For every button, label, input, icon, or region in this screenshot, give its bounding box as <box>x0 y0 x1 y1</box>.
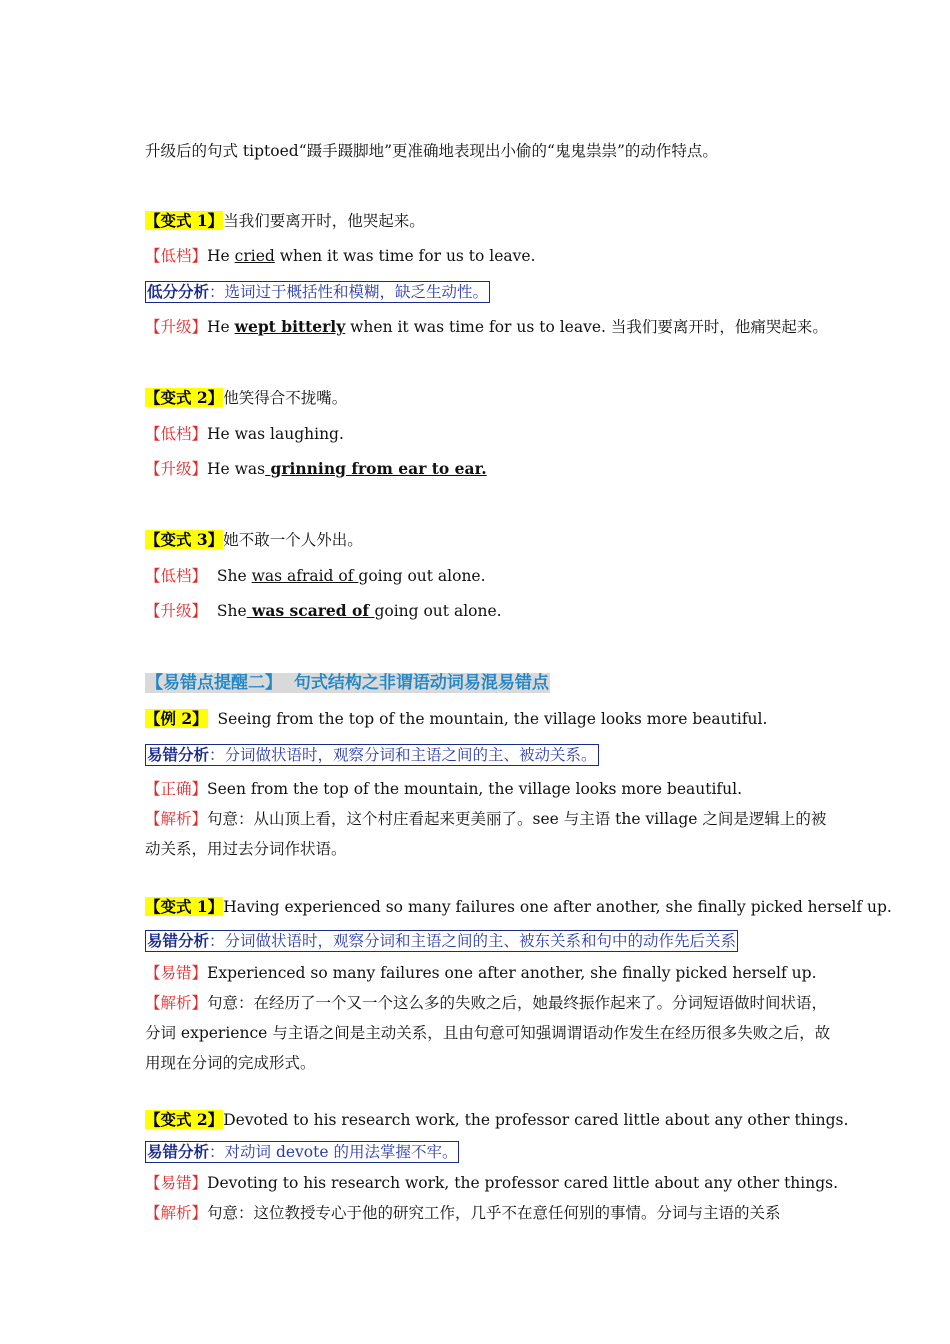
variant1-heading <box>145 210 425 232</box>
variant2-chinese: 他笑得合不拢嘴。 <box>223 389 348 407</box>
up-text: She <box>207 602 247 620</box>
error-variant1-analysis <box>145 930 738 952</box>
explanation-text: 句意：在经历了一个又一个这么多的失败之后，她最终振作起来了。分词短语做时间状语，分词 experience 与主语之间是主动关系，且由句意可知强调谓语动作发生在经历很多失败之后，故用现在分词的完成形式。 <box>145 994 831 1072</box>
error-variant2-wrong <box>145 1172 838 1194</box>
low-underlined: was afraid of <box>251 567 359 585</box>
analysis-label: 【解析】 <box>145 1204 208 1222</box>
error-variant2-explanation <box>145 1202 781 1224</box>
intro-text: 升级后的句式 tiptoed“蹑手蹑脚地”更准确地表现出小偷的“鬼鬼祟祟”的动作特点。 <box>145 142 718 160</box>
analysis-key: 易错分析 <box>147 931 210 950</box>
analysis-text: ：选词过于概括性和模糊，缺乏生动性。 <box>209 283 489 301</box>
example2-heading <box>145 708 767 730</box>
analysis-text: ：对动词 devote 的用法掌握不牢。 <box>209 1143 458 1161</box>
explanation-text: 句意：从山顶上看，这个村庄看起来更美丽了。see 与主语 the village 之间是逻辑上的被动关系，用过去分词作状语。 <box>145 810 827 858</box>
wrong-label: 【易错】 <box>145 1174 208 1192</box>
up-label: 【升级】 <box>145 602 208 620</box>
example2-explanation <box>145 804 840 864</box>
wrong-text: Experienced so many failures one after another, she finally picked herself up. <box>207 964 817 982</box>
variant2-heading <box>145 387 347 409</box>
analysis-box <box>145 930 738 952</box>
low-text-rest: going out alone. <box>358 567 486 585</box>
up-label: 【升级】 <box>145 460 208 478</box>
up-text: He <box>207 318 235 336</box>
section2-heading <box>145 672 550 694</box>
error-variant2-analysis <box>145 1141 459 1163</box>
error-variant1-wrong <box>145 962 817 984</box>
error-variant1-tag: 【变式 1】 <box>145 897 224 916</box>
error-variant1-heading <box>145 896 892 918</box>
up-underlined: was scared of <box>246 601 375 620</box>
analysis-text: ：分词做状语时，观察分词和主语之间的主、被东关系和句中的动作先后关系 <box>209 932 737 950</box>
variant3-heading <box>145 529 363 551</box>
up-text-rest: when it was time for us to leave. 当我们要离开时，他痛哭起来。 <box>345 318 828 336</box>
low-text: She <box>207 567 252 585</box>
analysis-label: 【解析】 <box>145 994 208 1012</box>
example2-analysis <box>145 744 599 766</box>
explanation-text: 句意：这位教授专心于他的研究工作，几乎不在意任何别的事情。分词与主语的关系 <box>207 1204 781 1222</box>
variant1-tag: 【变式 1】 <box>145 211 224 230</box>
section2-title: 【易错点提醒二】 句式结构之非谓语动词易混易错点 <box>146 673 549 693</box>
example2-tag: 【例 2】 <box>145 709 208 728</box>
analysis-text: ：分词做状语时，观察分词和主语之间的主、被动关系。 <box>209 746 597 764</box>
wrong-text: Devoting to his research work, the professor cared little about any other things. <box>207 1174 839 1192</box>
error-variant1-explanation <box>145 988 840 1078</box>
error-variant2-text: Devoted to his research work, the professor cared little about any other things. <box>223 1111 849 1129</box>
analysis-key: 易错分析 <box>147 745 210 764</box>
up-text-rest: going out alone. <box>374 602 502 620</box>
low-label: 【低档】 <box>145 425 208 443</box>
example2-text: Seeing from the top of the mountain, the village looks more beautiful. <box>207 710 768 728</box>
variant3-tag: 【变式 3】 <box>145 530 224 549</box>
variant3-low <box>145 565 486 587</box>
up-underlined: wept bitterly <box>234 317 346 336</box>
low-label: 【低档】 <box>145 567 208 585</box>
analysis-label: 【解析】 <box>145 810 208 828</box>
correct-label: 【正确】 <box>145 780 208 798</box>
variant1-low <box>145 245 536 267</box>
analysis-key: 易错分析 <box>147 1142 210 1161</box>
variant3-up <box>145 600 502 622</box>
error-variant2-tag: 【变式 2】 <box>145 1110 224 1129</box>
up-text: He was <box>207 460 266 478</box>
analysis-box <box>145 1141 459 1163</box>
analysis-box <box>145 744 599 766</box>
low-label: 【低档】 <box>145 247 208 265</box>
variant2-up <box>145 458 487 480</box>
low-text-rest: when it was time for us to leave. <box>274 247 536 265</box>
variant1-chinese: 当我们要离开时，他哭起来。 <box>223 212 425 230</box>
variant2-low <box>145 423 344 445</box>
up-underlined: grinning from ear to ear. <box>265 459 487 478</box>
low-underlined: cried <box>234 247 275 265</box>
variant1-up <box>145 316 828 338</box>
analysis-box <box>145 281 490 303</box>
error-variant2-heading <box>145 1109 848 1131</box>
intro-paragraph <box>145 140 718 162</box>
variant2-tag: 【变式 2】 <box>145 388 224 407</box>
low-text: He <box>207 247 235 265</box>
wrong-label: 【易错】 <box>145 964 208 982</box>
variant1-analysis <box>145 281 490 303</box>
analysis-key: 低分分析 <box>147 282 210 301</box>
error-variant1-text: Having experienced so many failures one after another, she finally picked herself up. <box>223 898 892 916</box>
low-text: He was laughing. <box>207 425 344 443</box>
example2-correct <box>145 778 742 800</box>
variant3-chinese: 她不敢一个人外出。 <box>223 531 363 549</box>
correct-text: Seen from the top of the mountain, the village looks more beautiful. <box>207 780 743 798</box>
up-label: 【升级】 <box>145 318 208 336</box>
